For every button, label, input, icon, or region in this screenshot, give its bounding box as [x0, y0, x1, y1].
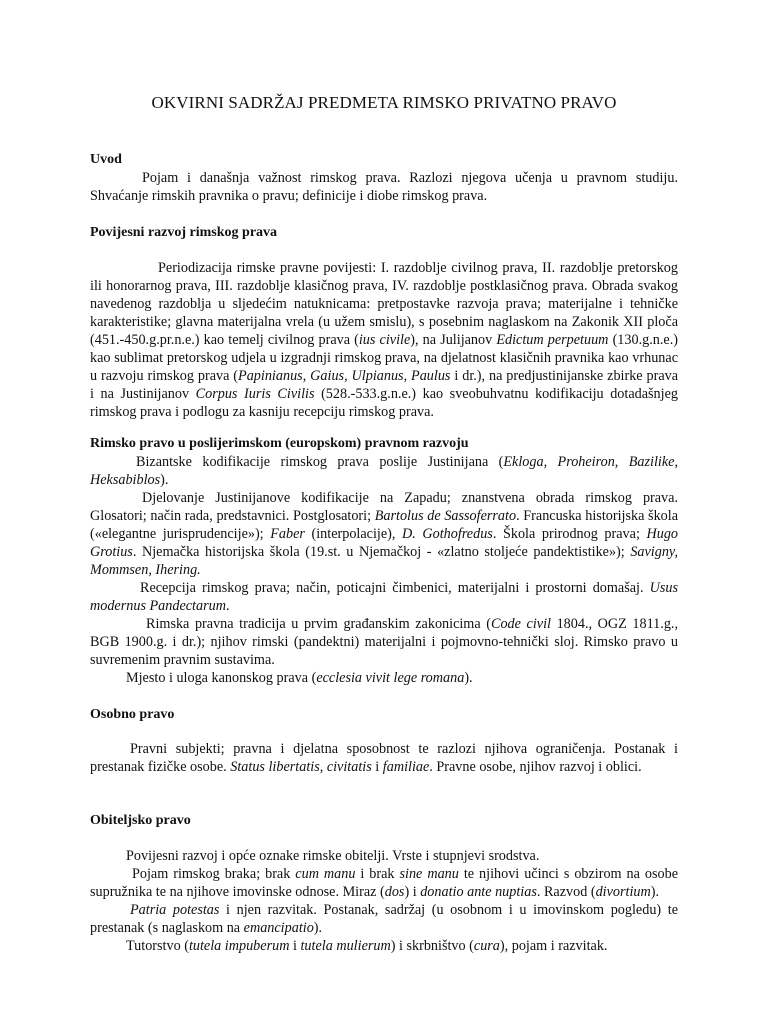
section-povijesni-razvoj: [90, 224, 678, 242]
paragraph: Bizantske kodifikacije rimskog prava poslije Justinijana (Ekloga, Proheiron, Bazilike, Heksabiblos).: [90, 454, 678, 488]
paragraph: Djelovanje Justinijanove kodifikacije na Zapadu; znanstvena obrada rimskog prava. Glosatori; način rada, predstavnici. Postglosatori; Bartolus de Sassoferrato. Francuska historijska škola («elegantne jurisprudencije»); Faber (interpolacije), D. Gothofredus. Škola prirodnog prava; Hugo Grotius. Njemačka historijska škola (19.st. u Njemačkoj - «zlatno stoljeće pandektistike»); Savigny, Mommsen, Ihering.: [90, 490, 679, 578]
document-title: OKVIRNI SADRŽAJ PREDMETA RIMSKO PRIVATNO PRAVO: [151, 93, 617, 112]
paragraph: Pravni subjekti; pravna i djelatna sposobnost te razlozi njihova ograničenja. Postanak i prestanak fizičke osobe. Status libertatis, civitatis i familiae. Pravne osobe, njihov razvoj i oblici.: [90, 741, 678, 775]
section-heading: Obiteljsko pravo: [90, 813, 191, 828]
section-heading: Osobno pravo: [90, 707, 175, 722]
section-osobno-pravo: [90, 706, 678, 724]
section-obiteljsko-pravo: [90, 812, 678, 830]
paragraph: Mjesto i uloga kanonskog prava (ecclesia vivit lege romana).: [126, 670, 473, 686]
section-uvod: [90, 151, 678, 205]
paragraph: Rimska pravna tradicija u prvim građanskim zakonicima (Code civil 1804., OGZ 1811.g., BGB 1900.g. i dr.); njihov rimski (pandektni) materijalni i pojmovno-tehnički sloj. Rimsko pravo u suvremenim pravnim sustavima.: [90, 616, 679, 668]
paragraph: Tutorstvo (tutela impuberum i tutela mulierum) i skrbništvo (cura), pojam i razvitak.: [126, 938, 608, 954]
paragraph: Povijesni razvoj i opće oznake rimske obitelji. Vrste i stupnjevi srodstva.: [126, 848, 540, 864]
paragraph: Pojam rimskog braka; brak cum manu i brak sine manu te njihovi učinci s obzirom na osobe supružnika te na njihove imovinske odnose. Miraz (dos) i donatio ante nuptias. Razvod (divortium).: [90, 866, 679, 900]
section-osobno-pravo-body: [90, 740, 678, 776]
paragraph: Pojam i današnja važnost rimskog prava. Razlozi njegova učenja u pravnom studiju. Shvaćanje rimskih pravnika o pravu; definicije i diobe rimskog prava.: [90, 170, 678, 204]
section-poslijerimski-razvoj: [90, 435, 678, 687]
section-heading: Uvod: [90, 152, 122, 167]
section-heading: Rimsko pravo u poslijerimskom (europskom) pravnom razvoju: [90, 436, 469, 451]
section-povijesni-razvoj-body: [90, 259, 678, 421]
paragraph: Patria potestas i njen razvitak. Postanak, sadržaj (u osobnom i u imovinskom pogledu) te prestanak (s naglaskom na emancipatio).: [90, 902, 679, 936]
section-heading: Povijesni razvoj rimskog prava: [90, 225, 278, 240]
paragraph: Recepcija rimskog prava; način, poticajni čimbenici, materijalni i prostorni domašaj. Usus modernus Pandectarum.: [90, 580, 678, 614]
section-obiteljsko-pravo-body: [90, 847, 678, 955]
paragraph: Periodizacija rimske pravne povijesti: I. razdoblje civilnog prava, II. razdoblje pretorskog ili honorarnog prava, III. razdoblje klasičnog prava, IV. razdoblje postklasičnog prava. Obrada svakog navedenog razdoblja u sljedećim natuknicama: pretpostavke razvoja prava; materijalne i tehničke karakteristike; glavna materijalna vrela (u užem smislu), s posebnim naglaskom na Zakonik XII ploča (451.-450.g.pr.n.e.) kao temelj civilnog prava (ius civile), na Julijanov Edictum perpetuum (130.g.n.e.) kao sublimat pretorskog udjela u izgradnji rimskog prava, na djelatnost klasičnih pravnika kao vrhunac u razvoju rimskog prava (Papinianus, Gaius, Ulpianus, Paulus i dr.), na predjustinijanske zbirke prava i na Justinijanov Corpus Iuris Civilis (528.-533.g.n.e.) kao sveobuhvatnu kodifikaciju dotadašnjeg rimskog prava i podlogu za kasniju recepciju rimskog prava.: [90, 260, 679, 420]
